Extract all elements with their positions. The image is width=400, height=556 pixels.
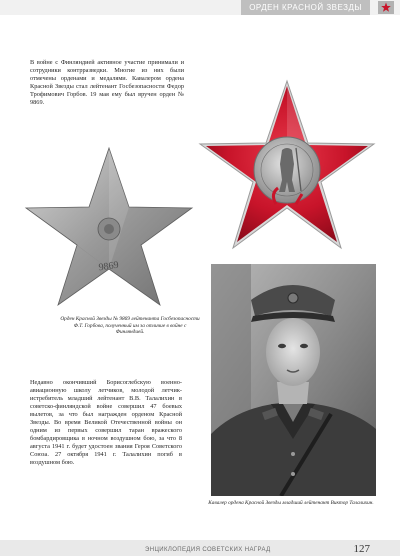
book-title: ЭНЦИКЛОПЕДИЯ СОВЕТСКИХ НАГРАД	[145, 547, 271, 553]
paragraph-top: В войне с Финляндией активное участие принимали и сотрудники контрразведки. Многие из них были отмечены орденами и медалями. Кавалером ордена Красной Звезды стал лейтенант Госбезопасности Федор Трофимович Горбов. 19 мая ему был вручен орден № 9869.	[30, 59, 184, 106]
medal-reverse-image	[24, 145, 194, 310]
order-emblem-icon	[378, 1, 394, 14]
medal-obverse-image	[198, 78, 376, 253]
section-title: ОРДЕН КРАСНОЙ ЗВЕЗДЫ	[241, 0, 370, 15]
page-number: 127	[353, 543, 370, 555]
paragraph-bottom: Недавно окончивший Борисоглебскую военно-авиационную школу летчиков, молодой летчик-истребитель младший лейтенант В.В. Талалихин в советско-финляндской войне совершил 47 боевых вылетов, за что был награжден орденом Красной Звезды. Во время Великой Отечественной войны он одним из первых совершил таран вражеского бомбардировщика в ночном воздушном бою, за что 8 августа 1941 г. будет удостоен звания Героя Советского Союза. 27 октября 1941 г. Талалихин погиб в воздушном бою.	[30, 379, 182, 466]
portrait-photo	[211, 264, 376, 496]
portrait-illustration	[211, 264, 376, 496]
portrait-caption: Кавалер ордена Красной Звезды младший лейтенант Виктор Талалихин.	[208, 500, 374, 506]
medal-serial-number: 9869	[97, 259, 120, 274]
medal-caption: Орден Красной Звезды № 9869 лейтенанта Госбезопасности Ф.Т. Горбова, полученный им за отличие в войне с Финляндией.	[60, 316, 200, 336]
